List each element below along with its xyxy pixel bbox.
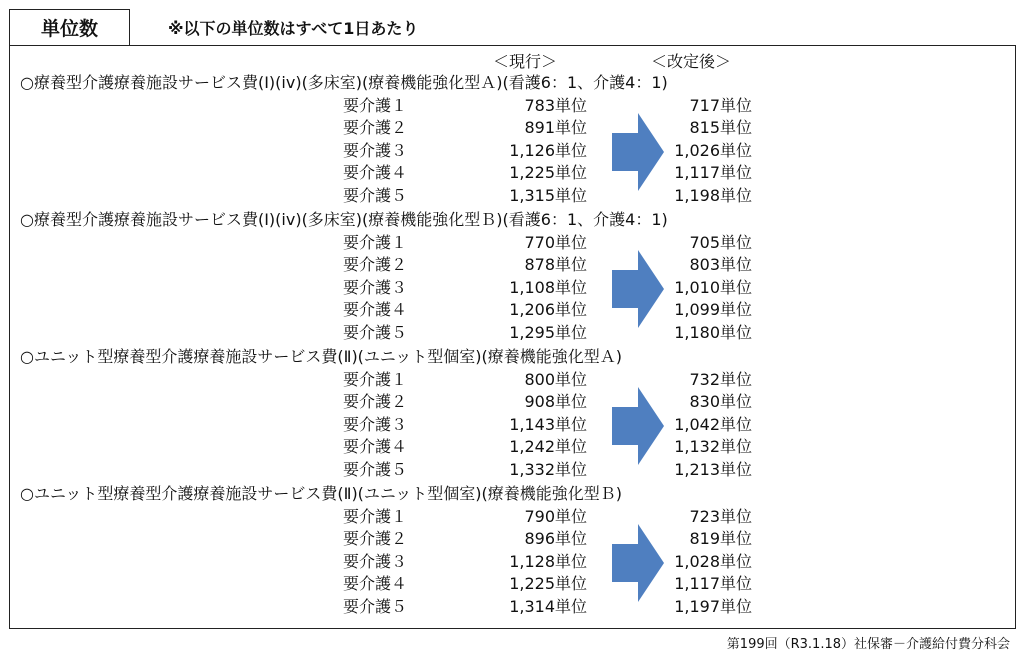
current-units: 878単位 bbox=[524, 255, 587, 275]
units-label: 単位数 bbox=[40, 18, 98, 40]
revised-units: 1,180単位 bbox=[674, 322, 752, 342]
group-title: ○療養型介護療養施設サービス費(Ⅰ)(iv)(多床室)(療養機能強化型Ａ)(看護6：1、介護4：1) bbox=[20, 73, 668, 92]
revised-units: 705単位 bbox=[689, 232, 752, 252]
current-units: 1,315単位 bbox=[509, 185, 587, 205]
right-arrow-icon bbox=[612, 250, 664, 328]
revised-units: 1,117単位 bbox=[674, 574, 752, 594]
current-units: 1,242単位 bbox=[509, 437, 587, 457]
care-level-label: 要介護１ bbox=[343, 506, 408, 526]
care-level-label: 要介護４ bbox=[343, 437, 408, 457]
current-units: 896単位 bbox=[524, 529, 587, 549]
care-level-label: 要介護５ bbox=[343, 185, 408, 205]
units-label-box bbox=[9, 9, 130, 46]
current-units: 1,126単位 bbox=[509, 140, 587, 160]
care-level-label: 要介護４ bbox=[343, 300, 408, 320]
current-units: 770単位 bbox=[524, 232, 587, 252]
revised-units: 1,198単位 bbox=[674, 185, 752, 205]
current-units: 1,332単位 bbox=[509, 459, 587, 479]
group-title: ○ユニット型療養型介護療養施設サービス費(Ⅱ)(ユニット型個室)(療養機能強化型Ａ) bbox=[20, 347, 623, 366]
current-units: 1,314単位 bbox=[509, 596, 587, 616]
care-level-label: 要介護３ bbox=[343, 277, 408, 297]
current-units: 891単位 bbox=[524, 118, 587, 138]
care-level-label: 要介護２ bbox=[343, 529, 408, 549]
care-level-label: 要介護２ bbox=[343, 255, 408, 275]
current-units: 1,225単位 bbox=[509, 574, 587, 594]
revised-units: 723単位 bbox=[689, 506, 752, 526]
care-level-label: 要介護１ bbox=[343, 369, 408, 389]
care-level-label: 要介護５ bbox=[343, 596, 408, 616]
care-level-label: 要介護１ bbox=[343, 232, 408, 252]
care-level-label: 要介護３ bbox=[343, 140, 408, 160]
revised-units: 1,117単位 bbox=[674, 163, 752, 183]
care-level-label: 要介護４ bbox=[343, 574, 408, 594]
revised-units: 1,197単位 bbox=[674, 596, 752, 616]
revised-units: 815単位 bbox=[689, 118, 752, 138]
care-level-label: 要介護４ bbox=[343, 163, 408, 183]
group-title: ○療養型介護療養施設サービス費(Ⅰ)(iv)(多床室)(療養機能強化型Ｂ)(看護6：1、介護4：1) bbox=[20, 210, 668, 229]
group-title: ○ユニット型療養型介護療養施設サービス費(Ⅱ)(ユニット型個室)(療養機能強化型Ｂ) bbox=[20, 484, 623, 503]
revised-units: 717単位 bbox=[689, 95, 752, 115]
revised-units: 1,028単位 bbox=[674, 551, 752, 571]
revised-units: 1,099単位 bbox=[674, 300, 752, 320]
revised-units: 1,042単位 bbox=[674, 414, 752, 434]
current-units: 783単位 bbox=[524, 95, 587, 115]
care-level-label: 要介護３ bbox=[343, 551, 408, 571]
care-level-label: 要介護５ bbox=[343, 322, 408, 342]
right-arrow-icon bbox=[612, 387, 664, 465]
care-level-label: 要介護３ bbox=[343, 414, 408, 434]
revised-units: 1,026単位 bbox=[674, 140, 752, 160]
revised-units: 830単位 bbox=[689, 392, 752, 412]
revised-units: 732単位 bbox=[689, 369, 752, 389]
current-units: 1,143単位 bbox=[509, 414, 587, 434]
right-arrow-icon bbox=[612, 113, 664, 191]
care-level-label: 要介護１ bbox=[343, 95, 408, 115]
current-units: 1,225単位 bbox=[509, 163, 587, 183]
current-units: 800単位 bbox=[524, 369, 587, 389]
revised-units: 803単位 bbox=[689, 255, 752, 275]
footer-source: 第199回（R3.1.18）社保審－介護給付費分科会 bbox=[726, 637, 1010, 652]
current-units: 790単位 bbox=[524, 506, 587, 526]
right-arrow-icon bbox=[612, 524, 664, 602]
current-units: 1,108単位 bbox=[509, 277, 587, 297]
revised-units: 1,010単位 bbox=[674, 277, 752, 297]
care-level-label: 要介護５ bbox=[343, 459, 408, 479]
care-level-label: 要介護２ bbox=[343, 118, 408, 138]
current-column-header: ＜現行＞ bbox=[493, 52, 558, 71]
care-level-label: 要介護２ bbox=[343, 392, 408, 412]
revised-column-header: ＜改定後＞ bbox=[651, 52, 732, 71]
revised-units: 819単位 bbox=[689, 529, 752, 549]
current-units: 1,128単位 bbox=[509, 551, 587, 571]
current-units: 1,206単位 bbox=[509, 300, 587, 320]
revised-units: 1,132単位 bbox=[674, 437, 752, 457]
per-day-note: ※以下の単位数はすべて1日あたり bbox=[168, 19, 419, 38]
current-units: 908単位 bbox=[524, 392, 587, 412]
current-units: 1,295単位 bbox=[509, 322, 587, 342]
revised-units: 1,213単位 bbox=[674, 459, 752, 479]
